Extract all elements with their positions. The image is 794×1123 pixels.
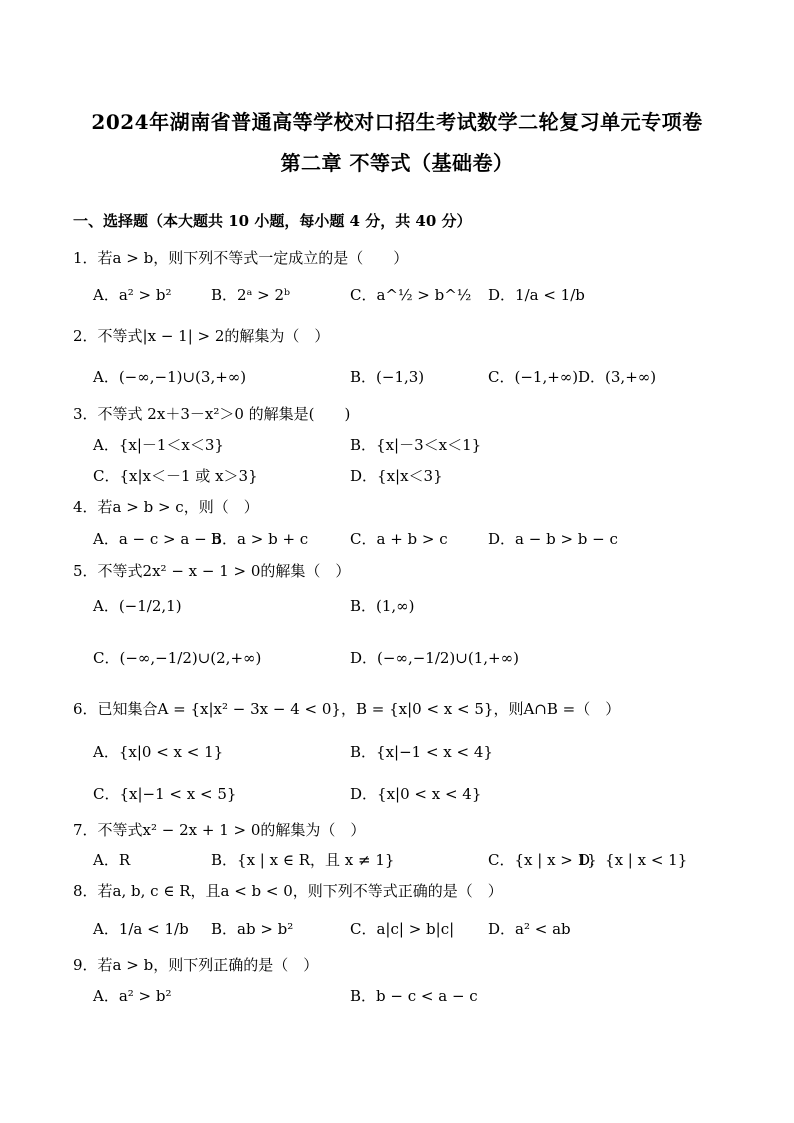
q6-option-b: B．{x|−1 < x < 4} (350, 743, 493, 761)
q5-option-a: A．(−1/2,1) (93, 597, 182, 615)
q4-option-d: D．a − b > b − c (488, 530, 618, 548)
q6-option-d: D．{x|0 < x < 4} (350, 785, 482, 803)
q5-option-c: C．(−∞,−1/2)∪(2,+∞) (93, 649, 262, 667)
q7-option-d: D．{x | x < 1} (578, 851, 688, 869)
document-title: 2024年湖南省普通高等学校对口招生考试数学二轮复习单元专项卷 (91, 110, 703, 134)
q8-option-d: D．a² < ab (488, 920, 571, 938)
q1-option-c: C．a^½ > b^½ (350, 286, 472, 304)
section-heading: 一、选择题（本大题共 10 小题，每小题 4 分，共 40 分） (73, 212, 472, 230)
document-subtitle: 第二章 不等式（基础卷） (280, 151, 514, 175)
q5-option-b: B．(1,∞) (350, 597, 415, 615)
q9-option-b: B．b − c < a − c (350, 987, 478, 1005)
q4-option-a: A．a − c > a − b (93, 530, 222, 548)
q2-option-c: C．(−1,+∞) (488, 368, 579, 386)
q7-option-c: C．{x | x > 1} (488, 851, 597, 869)
q5-option-d: D．(−∞,−1/2)∪(1,+∞) (350, 649, 519, 667)
q7-option-b: B．{x | x ∈ R，且 x ≠ 1} (211, 851, 395, 869)
q2-option-d: D．(3,+∞) (578, 368, 657, 386)
q3-option-b: B．{x|－3＜x＜1} (350, 436, 482, 454)
question-4-stem: 4．若a > b > c，则（ ） (73, 498, 259, 516)
q8-option-c: C．a|c| > b|c| (350, 920, 455, 938)
q1-option-d: D．1/a < 1/b (488, 286, 585, 304)
question-1-stem: 1．若a > b，则下列不等式一定成立的是（ ） (73, 249, 409, 267)
q6-option-c: C．{x|−1 < x < 5} (93, 785, 237, 803)
q6-option-a: A．{x|0 < x < 1} (93, 743, 224, 761)
question-8-stem: 8．若a, b, c ∈ R，且a < b < 0，则下列不等式正确的是（ ） (73, 882, 503, 900)
q2-option-b: B．(−1,3) (350, 368, 425, 386)
q4-option-b: B．a > b + c (211, 530, 309, 548)
q4-option-c: C．a + b > c (350, 530, 448, 548)
q1-option-b: B．2ᵃ > 2ᵇ (211, 286, 290, 304)
question-5-stem: 5．不等式2x² − x − 1 > 0的解集（ ） (73, 562, 351, 580)
q9-option-a: A．a² > b² (93, 987, 172, 1005)
q8-option-b: B．ab > b² (211, 920, 294, 938)
q8-option-a: A．1/a < 1/b (93, 920, 189, 938)
q3-option-d: D．{x|x＜3} (350, 467, 443, 485)
question-3-stem: 3．不等式 2x＋3－x²＞0 的解集是( ) (73, 405, 351, 423)
q1-option-a: A．a² > b² (93, 286, 172, 304)
question-2-stem: 2．不等式|x − 1| > 2的解集为（ ） (73, 327, 330, 345)
q7-option-a: A．R (93, 851, 131, 869)
question-9-stem: 9．若a > b，则下列正确的是（ ） (73, 956, 319, 974)
question-6-stem: 6．已知集合A = {x|x² − 3x − 4 < 0}，B = {x|0 < x < 5}，则A∩B =（ ） (73, 700, 621, 718)
question-7-stem: 7．不等式x² − 2x + 1 > 0的解集为（ ） (73, 821, 366, 839)
q2-option-a: A．(−∞,−1)∪(3,+∞) (93, 368, 247, 386)
q3-option-a: A．{x|－1＜x＜3} (93, 436, 224, 454)
q3-option-c: C．{x|x＜－1 或 x＞3} (93, 467, 258, 485)
